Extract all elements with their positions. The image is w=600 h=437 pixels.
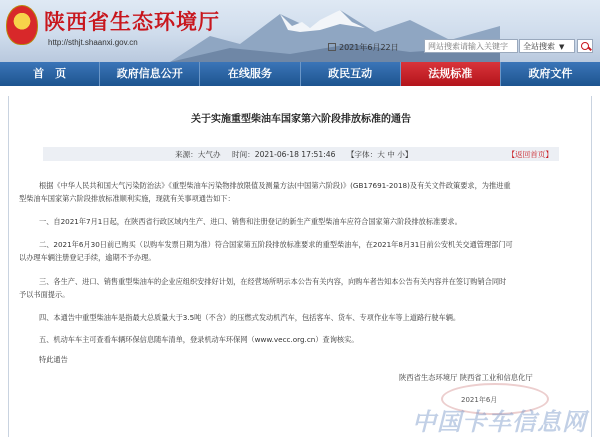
article-meta bbox=[175, 149, 421, 160]
back-home-link[interactable]: 【返回首页】 bbox=[507, 150, 553, 159]
article-title: 关于实施重型柴油车国家第六阶段排放标准的通告 bbox=[191, 114, 411, 125]
article-container bbox=[8, 96, 592, 437]
paragraph-intro-2: 型柴油车国家第六阶段排放标准顺利实施，现就有关事项通告如下： bbox=[19, 194, 235, 203]
font-size-control[interactable]: 【字体：大 中 小】 bbox=[346, 150, 413, 159]
main-nav bbox=[0, 62, 600, 86]
article-source: 来源：大气办 bbox=[175, 150, 221, 159]
current-date bbox=[328, 42, 399, 53]
paragraph-closing: 特此通告 bbox=[39, 355, 68, 364]
calendar-icon bbox=[328, 43, 336, 51]
site-header bbox=[0, 0, 600, 62]
site-title[interactable]: 陕西省生态环境厅 bbox=[44, 10, 220, 34]
nav-item-gov-documents[interactable]: 政府文件 bbox=[528, 67, 573, 80]
site-url: http://sthjt.shaanxi.gov.cn bbox=[48, 38, 138, 47]
watermark-logo: 中国卡车信息网 bbox=[412, 408, 587, 436]
article-meta-bar bbox=[43, 147, 559, 161]
nav-item-regulations[interactable]: 法规标准 bbox=[401, 62, 501, 86]
signature: 陕西省生态环境厅 陕西省工业和信息化厅 bbox=[399, 373, 533, 382]
nav-item-gov-info[interactable]: 政府信息公开 bbox=[100, 62, 200, 86]
nav-item-interaction[interactable]: 政民互动 bbox=[301, 62, 401, 86]
national-emblem-icon bbox=[6, 5, 38, 45]
search-button[interactable] bbox=[577, 39, 593, 53]
date-text: 2021年6月22日 bbox=[339, 43, 399, 52]
paragraph-item-4: 四、本通告中重型柴油车是指最大总质量大于3.5吨（不含）的压燃式发动机汽车，包括客车、货车、专项作业车等上道路行驶车辆。 bbox=[39, 313, 461, 322]
paragraph-item-3b: 予以书面提示。 bbox=[19, 290, 70, 299]
search-scope-value: 全站搜索 bbox=[523, 42, 555, 51]
search-scope-select[interactable] bbox=[519, 39, 575, 53]
paragraph-item-2b: 以办理车辆注册登记手续，逾期不予办理。 bbox=[19, 253, 156, 262]
sign-date: 2021年6月 bbox=[461, 396, 498, 404]
search-input[interactable] bbox=[424, 39, 518, 53]
chevron-down-icon: ▼ bbox=[559, 43, 565, 51]
nav-item-home[interactable]: 首 页 bbox=[0, 62, 100, 86]
paragraph-item-1: 一、自2021年7月1日起，在陕西省行政区域内生产、进口、销售和注册登记的新生产重型柴油车应符合国家第六阶段排放标准要求。 bbox=[39, 217, 462, 226]
paragraph-intro-1: 根据《中华人民共和国大气污染防治法》《重型柴油车污染物排放限值及测量方法(中国第六阶段)》(GB17691-2018)及有关文件政策要求，为推进重 bbox=[39, 181, 511, 190]
nav-item-online-service[interactable]: 在线服务 bbox=[200, 62, 300, 86]
paragraph-item-5: 五、机动车车主可查看车辆环保信息随车清单，登录机动车环保网（www.vecc.org.cn）查询核实。 bbox=[39, 335, 359, 344]
article-time: 时间：2021-06-18 17:51:46 bbox=[231, 150, 336, 159]
paragraph-item-3a: 三、各生产、进口、销售重型柴油车的企业应组织安排好计划，在经营场所明示本公告有关内容，向购车者告知本公告有关内容并在签订购销合同时 bbox=[39, 277, 507, 286]
paragraph-item-2a: 二、2021年6月30日前已购买（以购车发票日期为准）符合国家第五阶段排放标准要求的重型柴油车，在2021年8月31日前公安机关交通管理部门可 bbox=[39, 240, 513, 249]
